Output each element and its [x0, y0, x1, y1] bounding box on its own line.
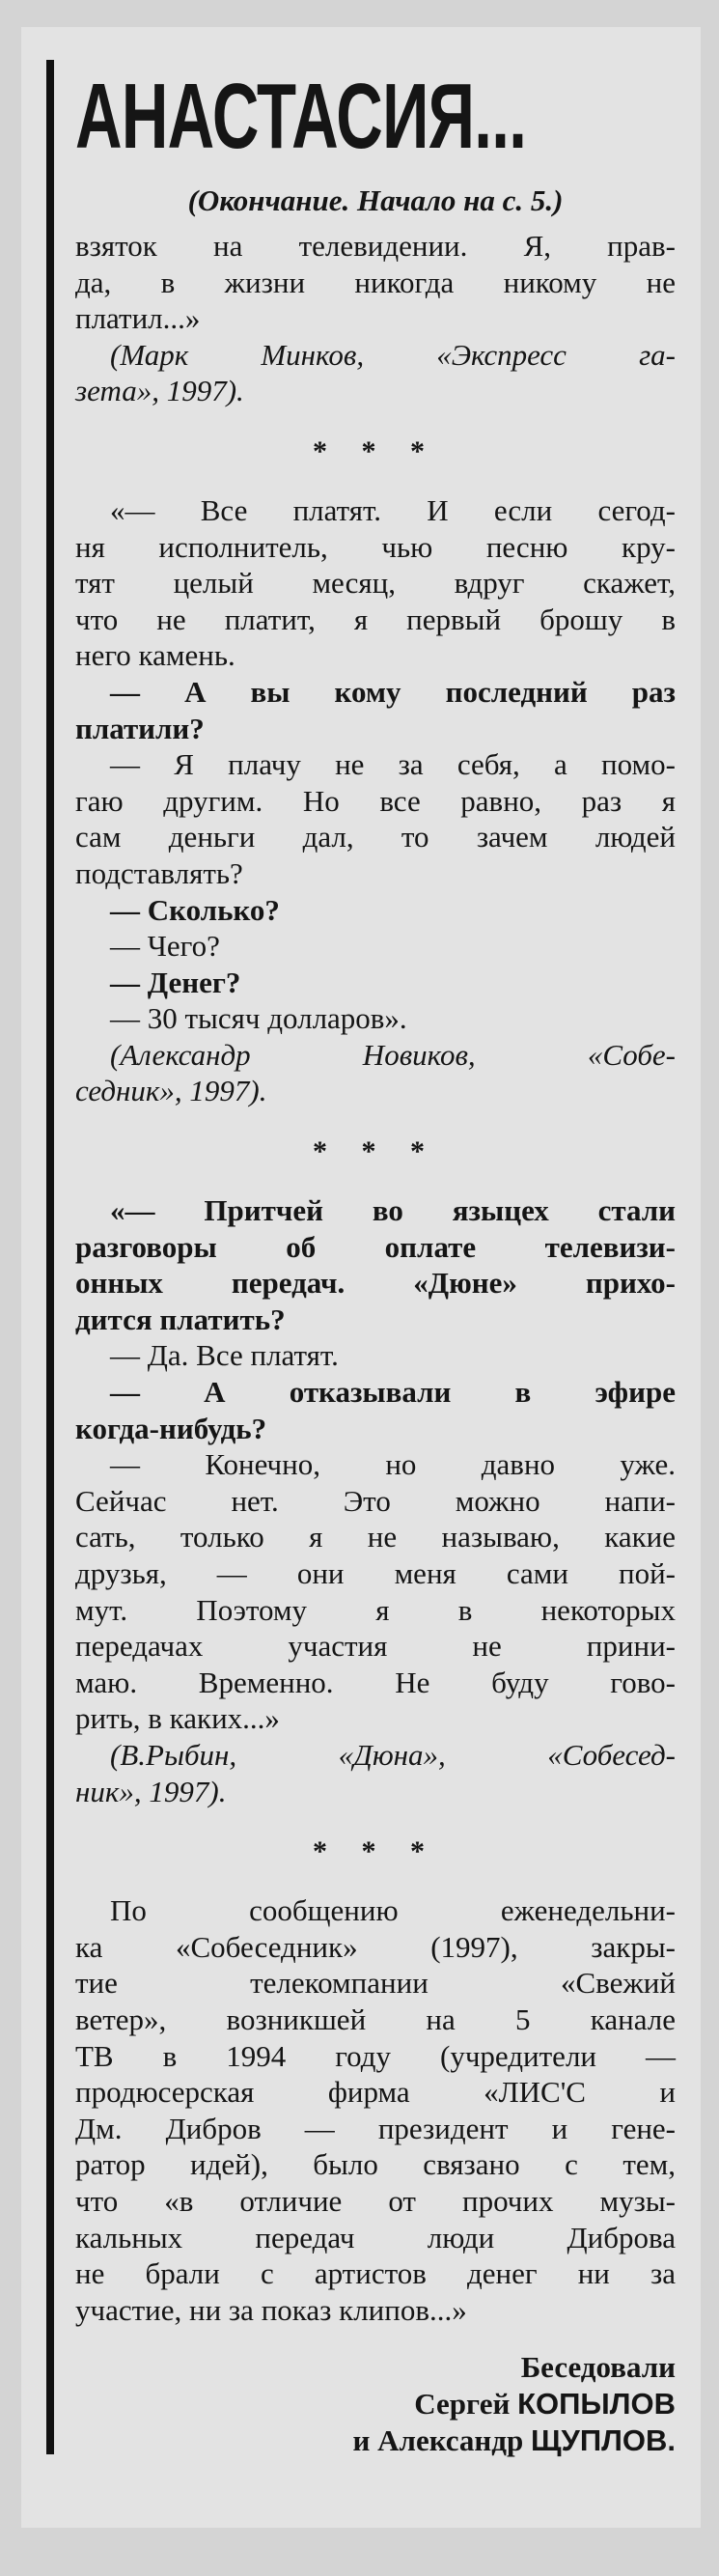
text-line: платил...» [75, 301, 201, 336]
text-line: тие телекомпании «Свежий [75, 1966, 676, 2001]
text-line: него камень. [75, 638, 235, 673]
section-separator: * * * [313, 434, 438, 467]
text-line: ня исполнитель, чью песню кру- [75, 529, 676, 564]
column-rule [46, 60, 54, 2454]
answer-line: — Конечно, но давно уже. [110, 1447, 676, 1482]
question-line: онных передач. «Дюне» прихо- [75, 1266, 676, 1301]
question-line: — Денег? [110, 965, 241, 999]
source-line: (Марк Минков, «Экспресс га- [110, 337, 676, 372]
text-line: Дм. Дибров — президент и гене- [75, 2111, 676, 2145]
answer-line: сам деньги дал, то зачем людей [75, 820, 676, 854]
source-line: (В.Рыбин, «Дюна», «Собесед- [110, 1737, 676, 1772]
quote-block-1 [75, 228, 676, 409]
answer-line: — Да. Все платят. [110, 1338, 339, 1373]
text-line: По сообщению еженедельни- [110, 1893, 676, 1928]
text-line: не брали с артистов денег ни за [75, 2256, 676, 2291]
continuation-note: (Окончание. Начало на с. 5.) [187, 183, 564, 217]
author-2-surname: ЩУПЛОВ. [530, 2423, 676, 2458]
text-line: ветер», возникшей на 5 канале [75, 2002, 676, 2036]
text-line: тят целый месяц, вдруг скажет, [75, 566, 676, 601]
text-line: ратор идей), было связано с тем, [75, 2147, 676, 2182]
answer-line: мут. Поэтому я в некоторых [75, 1592, 676, 1627]
source-line: зета», 1997). [75, 374, 244, 408]
answer-line: — 30 тысяч долларов». [110, 1001, 407, 1036]
answer-line: подставлять? [75, 855, 243, 890]
text-line: что не платит, я первый брошу в [75, 602, 676, 636]
text-line: «— Все платят. И если сегод- [110, 492, 676, 527]
byline [75, 2349, 676, 2459]
question-line: дится платить? [75, 1302, 286, 1336]
text-line: да, в жизни никогда никому не [75, 265, 676, 299]
article [75, 60, 676, 2459]
answer-line: — Я плачу не за себя, а помо- [110, 747, 676, 782]
headline: АНАСТАСИЯ... [75, 65, 527, 168]
question-line: — Сколько? [110, 892, 280, 927]
question-line: платили? [75, 711, 205, 745]
section-separator: * * * [313, 1835, 438, 1868]
section-separator: * * * [313, 1135, 438, 1168]
source-line: ник», 1997). [75, 1774, 227, 1808]
text-line: ТВ в 1994 году (учредители — [75, 2038, 676, 2073]
text-line: кальных передач люди Диброва [75, 2220, 676, 2254]
author-1-first: Сергей [414, 2387, 518, 2422]
source-line: седник», 1997). [75, 1074, 267, 1108]
quote-block-2 [75, 492, 676, 1109]
text-line: продюсерская фирма «ЛИС'С и [75, 2075, 676, 2110]
author-1 [75, 2386, 676, 2422]
answer-line: маю. Временно. Не буду гово- [75, 1665, 676, 1699]
byline-intro: Беседовали [520, 2350, 676, 2385]
author-2-first: и Александр [352, 2423, 531, 2458]
answer-line: друзья, — они меня сами пой- [75, 1556, 676, 1590]
author-2 [75, 2422, 676, 2459]
question-line: когда-нибудь? [75, 1411, 267, 1445]
question-line: — А отказывали в эфире [110, 1375, 676, 1410]
text-line: ка «Собеседник» (1997), закры- [75, 1929, 676, 1964]
quote-block-3 [75, 1192, 676, 1809]
report-block [75, 1892, 676, 2328]
answer-line: Сейчас нет. Это можно напи- [75, 1483, 676, 1518]
question-line: — А вы кому последний раз [110, 674, 676, 709]
question-line: разговоры об оплате телевизи- [75, 1229, 676, 1264]
answer-line: рить, в каких...» [75, 1701, 280, 1736]
text-line: что «в отличие от прочих музы- [75, 2183, 676, 2218]
source-line: (Александр Новиков, «Собе- [110, 1037, 676, 1072]
answer-line: передачах участия не прини- [75, 1629, 676, 1664]
text-line: взяток на телевидении. Я, прав- [75, 229, 676, 263]
answer-line: — Чего? [110, 929, 220, 964]
question-line: «— Притчей во языцех стали [110, 1193, 676, 1228]
author-1-surname: КОПЫЛОВ [517, 2387, 676, 2422]
answer-line: гаю другим. Но все равно, раз я [75, 783, 676, 818]
answer-line: сать, только я не называю, какие [75, 1520, 676, 1554]
text-line: участие, ни за показ клипов...» [75, 2292, 467, 2327]
